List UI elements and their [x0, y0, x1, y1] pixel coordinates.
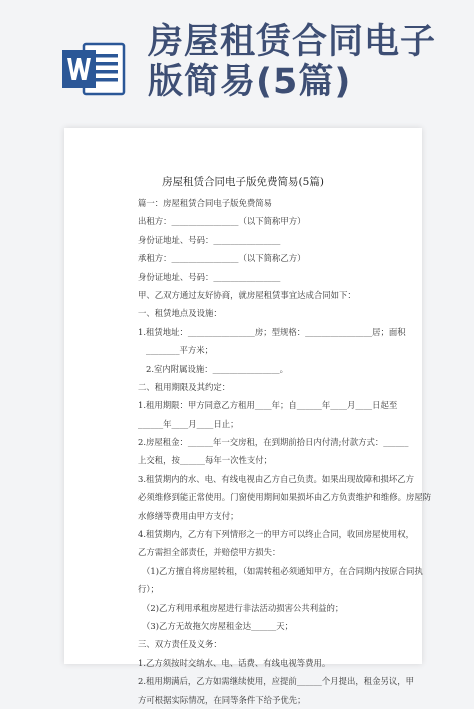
text-line: 承租方：________________（以下简称乙方） [138, 253, 306, 264]
text-line: （1)乙方擅自将房屋转租，（如需转租必须通知甲方，在合同期内按原合同执 [142, 565, 423, 576]
text-line: 1.乙方须按时交纳水、电、话费、有线电视等费用。 [138, 657, 331, 668]
text-line: （3)乙方无故拖欠房屋租金达______天； [142, 620, 293, 631]
banner [0, 0, 474, 118]
text-line: （2)乙方利用承租房屋进行非法活动损害公共利益的； [142, 602, 344, 613]
text-line: 篇一：房屋租赁合同电子版免费简易 [138, 198, 272, 208]
text-line: 甲、乙双方通过友好协商，就房屋租赁事宜达成合同如下： [138, 289, 356, 300]
word-doc-icon [60, 40, 126, 98]
text-line: 身份证地址、号码：________________ [138, 271, 281, 282]
text-line: 行）； [138, 584, 159, 595]
text-line: 3.租赁期内的水、电、有线电视由乙方自己负责。如果出现故障和损坏乙方 [138, 473, 414, 484]
text-line: 1.租赁地址：________________房；型规格：________________居；面积 [138, 326, 406, 337]
document-page [64, 128, 432, 705]
text-line: 4.租赁期内，乙方有下列情形之一的甲方可以终止合同，收回房屋使用权， [138, 529, 414, 540]
text-line: 2.房屋租金：______年一交房租，在到期前拾日内付清;付款方式：______ [138, 437, 409, 448]
page-heading: 房屋租赁合同电子版免费简易(5篇) [162, 176, 324, 188]
document-title [148, 22, 458, 102]
text-line: ______年____月____日止； [138, 418, 239, 429]
text-line: 2.租用期满后，乙方如需继续使用，应提前______个月提出，租金另议，甲 [138, 676, 414, 687]
document-body [138, 194, 432, 709]
text-line: 出租方：________________（以下简称甲方） [138, 216, 306, 227]
text-line: 水修缮等费用由甲方支付； [138, 510, 239, 521]
title-line-2: 版简易(5篇) [148, 62, 352, 102]
title-line-1: 房屋租赁合同电子 [148, 22, 437, 62]
text-line: 必须维修到能正常使用。门窗使用期间如果损坏由乙方负责维护和维修。房屋防 [138, 492, 432, 503]
text-line: 1.租用期限：甲方同意乙方租用____年；自______年____月____日起至 [138, 400, 398, 411]
text-line: 乙方需担全部责任，并赔偿甲方损失： [138, 547, 281, 558]
text-line: ________平方米； [146, 345, 213, 356]
text-line: 方可根据实际情况，在同等条件下给予优先； [138, 694, 306, 705]
text-line: 2.室内附属设施：________________。 [146, 363, 288, 374]
text-line: 上交租，按______每年一次性支付； [138, 455, 272, 466]
text-line: 身份证地址、号码：________________ [138, 234, 281, 245]
text-line: 二、租用期限及其约定： [138, 381, 231, 392]
text-line: 三、双方责任及义务： [138, 639, 222, 650]
text-line: 一、租赁地点及设施： [138, 308, 222, 319]
